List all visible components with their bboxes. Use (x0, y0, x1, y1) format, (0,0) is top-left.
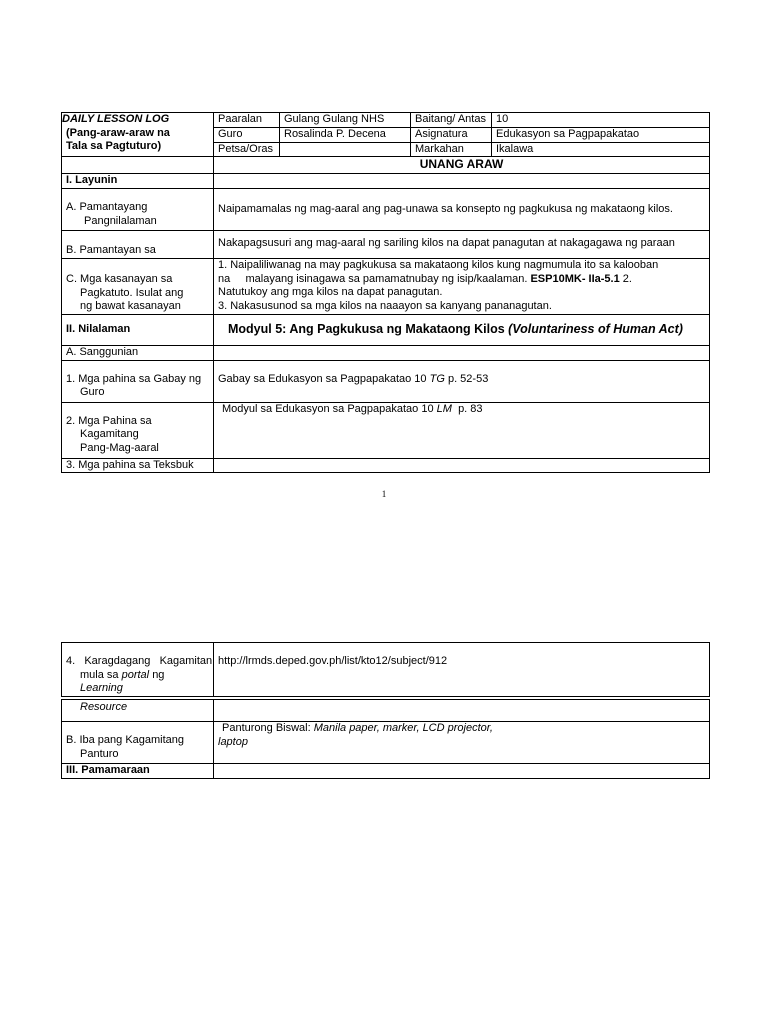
karagdagan-ng: ng (152, 668, 165, 681)
modyul-title: Modyul 5: Ang Pagkukusa ng Makataong Kilos (228, 322, 505, 337)
kagamitan-label-line1: 2. Mga Pahina sa (66, 414, 152, 427)
karagdagan-mula: mula sa (80, 668, 119, 681)
resource-table (61, 699, 710, 779)
modyul-english: (Voluntariness of Human Act) (508, 322, 683, 337)
kagamitan-label-line2: Kagamitang (80, 428, 139, 440)
guro-value: Rosalinda P. Decena (280, 128, 411, 143)
gabay-label (62, 360, 214, 402)
gabay-value-em: TG (429, 372, 445, 385)
day-blank-cell (62, 157, 214, 174)
kagamitan-value-text: Modyul sa Edukasyon sa Pagpapakatao 10 (222, 402, 434, 415)
petsa-label: Petsa/Oras (214, 142, 280, 157)
layunin-blank (214, 174, 710, 189)
day-title: UNANG ARAW (214, 157, 710, 174)
pamantayang-label-line2: Pangnilalaman (84, 214, 157, 227)
kagamitan-label (62, 402, 214, 458)
kagamitan-label-line3: Pang-Mag-aaral (80, 441, 159, 454)
iba-label-line2: Panturo (80, 747, 119, 760)
kasanayan-label-line2: Pagkatuto. Isulat ang (80, 286, 184, 299)
kasanayan-label-line1: C. Mga kasanayan sa (66, 273, 173, 285)
karagdagan-table (61, 642, 710, 697)
log-title: DAILY LESSON LOG (62, 113, 170, 125)
kagamitan-value-pages: p. 83 (458, 402, 483, 415)
pamantayan-value: Nakapagsusuri ang mag-aaral ng sariling kilos na dapat panagutan at nakagagawa ng paraan (214, 231, 710, 259)
teksbuk-label: 3. Mga pahina sa Teksbuk (62, 458, 214, 473)
karagdagan-label-line2 (66, 669, 209, 696)
baitang-value: 10 (492, 113, 710, 128)
gabay-value-text: Gabay sa Edukasyon sa Pagpapakatao 10 (218, 372, 427, 385)
pamantayan-label: B. Pamantayan sa (62, 231, 214, 259)
log-subtitle-line2: Tala sa Pagtuturo) (66, 140, 162, 152)
pamantayang-label (62, 189, 214, 231)
resource-blank (214, 700, 710, 722)
kasanayan-line1: 1. Naipaliliwanag na may pagkukusa sa makataong kilos kung nagmumula ito sa kalooban (218, 259, 659, 271)
kasanayan-line2-num: 2. (622, 272, 632, 285)
pamamaraan-blank (214, 764, 710, 779)
karagdagan-label (62, 643, 214, 697)
karagdagan-label-line1: 4. Karagdagang Kagamitan (66, 655, 213, 667)
kasanayan-label (62, 259, 214, 315)
paaralan-value: Gulang Gulang NHS (280, 113, 411, 128)
iba-value-pre: Panturong Biswal: (222, 722, 311, 734)
teksbuk-blank (214, 458, 710, 473)
layunin-heading: I. Layunin (62, 174, 214, 189)
iba-label-line1: B. Iba pang Kagamitang (66, 734, 185, 746)
kasanayan-line2 (218, 273, 705, 287)
lesson-log-table (61, 112, 710, 473)
paaralan-label: Paaralan (214, 113, 280, 128)
markahan-value: Ikalawa (492, 142, 710, 157)
kasanayan-line2-text: na malayang isinagawa sa pamamatnubay ng isip/kaalaman. (218, 272, 528, 285)
kasanayan-label-line3: ng bawat kasanayan (80, 300, 181, 312)
gabay-value (214, 360, 710, 402)
asignatura-value: Edukasyon sa Pagpapakatao (492, 128, 710, 143)
kasanayan-value (214, 259, 710, 315)
sanggunian-blank (214, 346, 710, 361)
baitang-label: Baitang/ Antas (411, 113, 492, 128)
page-number: 1 (381, 489, 387, 499)
karagdagan-url: http://lrmds.deped.gov.ph/list/kto12/subject/912 (214, 643, 710, 697)
gabay-label-line2: Guro (80, 386, 105, 398)
petsa-value (280, 142, 411, 157)
kagamitan-value-em: LM (436, 402, 452, 415)
pamantayang-label-line1: A. Pamantayang (66, 201, 148, 213)
karagdagan-learning: Learning (80, 682, 123, 694)
modyul-title-cell (214, 315, 710, 346)
markahan-label: Markahan (411, 142, 492, 157)
iba-value-line1 (218, 722, 705, 736)
guro-label: Guro (214, 128, 280, 143)
kasanayan-code: ESP10MK- IIa-5.1 (530, 272, 620, 285)
pamantayang-value: Naipamamalas ng mag-aaral ang pag-unawa sa konsepto ng pagkukusa ng makataong kilos. (214, 189, 710, 231)
karagdagan-portal: portal (121, 668, 150, 681)
iba-value-line2: laptop (218, 735, 248, 748)
sanggunian-label: A. Sanggunian (62, 346, 214, 361)
log-title-cell (62, 113, 214, 157)
kasanayan-line4: 3. Nakasusunod sa mga kilos na naaayon sa kanyang pananagutan. (218, 299, 552, 312)
kasanayan-line3: Natutukoy ang mga kilos na dapat panagutan. (218, 286, 443, 298)
kagamitan-value (214, 402, 710, 458)
iba-value-em1: Manila paper, marker, LCD projector, (313, 722, 493, 734)
nilalaman-heading: II. Nilalaman (62, 315, 214, 346)
iba-value (214, 722, 710, 764)
gabay-label-line1: 1. Mga pahina sa Gabay ng (66, 372, 202, 385)
asignatura-label: Asignatura (411, 128, 492, 143)
resource-label: Resource (62, 700, 214, 722)
gabay-value-pages: p. 52-53 (447, 372, 489, 385)
pamamaraan-heading: III. Pamamaraan (62, 764, 214, 779)
iba-label (62, 722, 214, 764)
log-subtitle-line1: (Pang-araw-araw na (66, 126, 170, 139)
